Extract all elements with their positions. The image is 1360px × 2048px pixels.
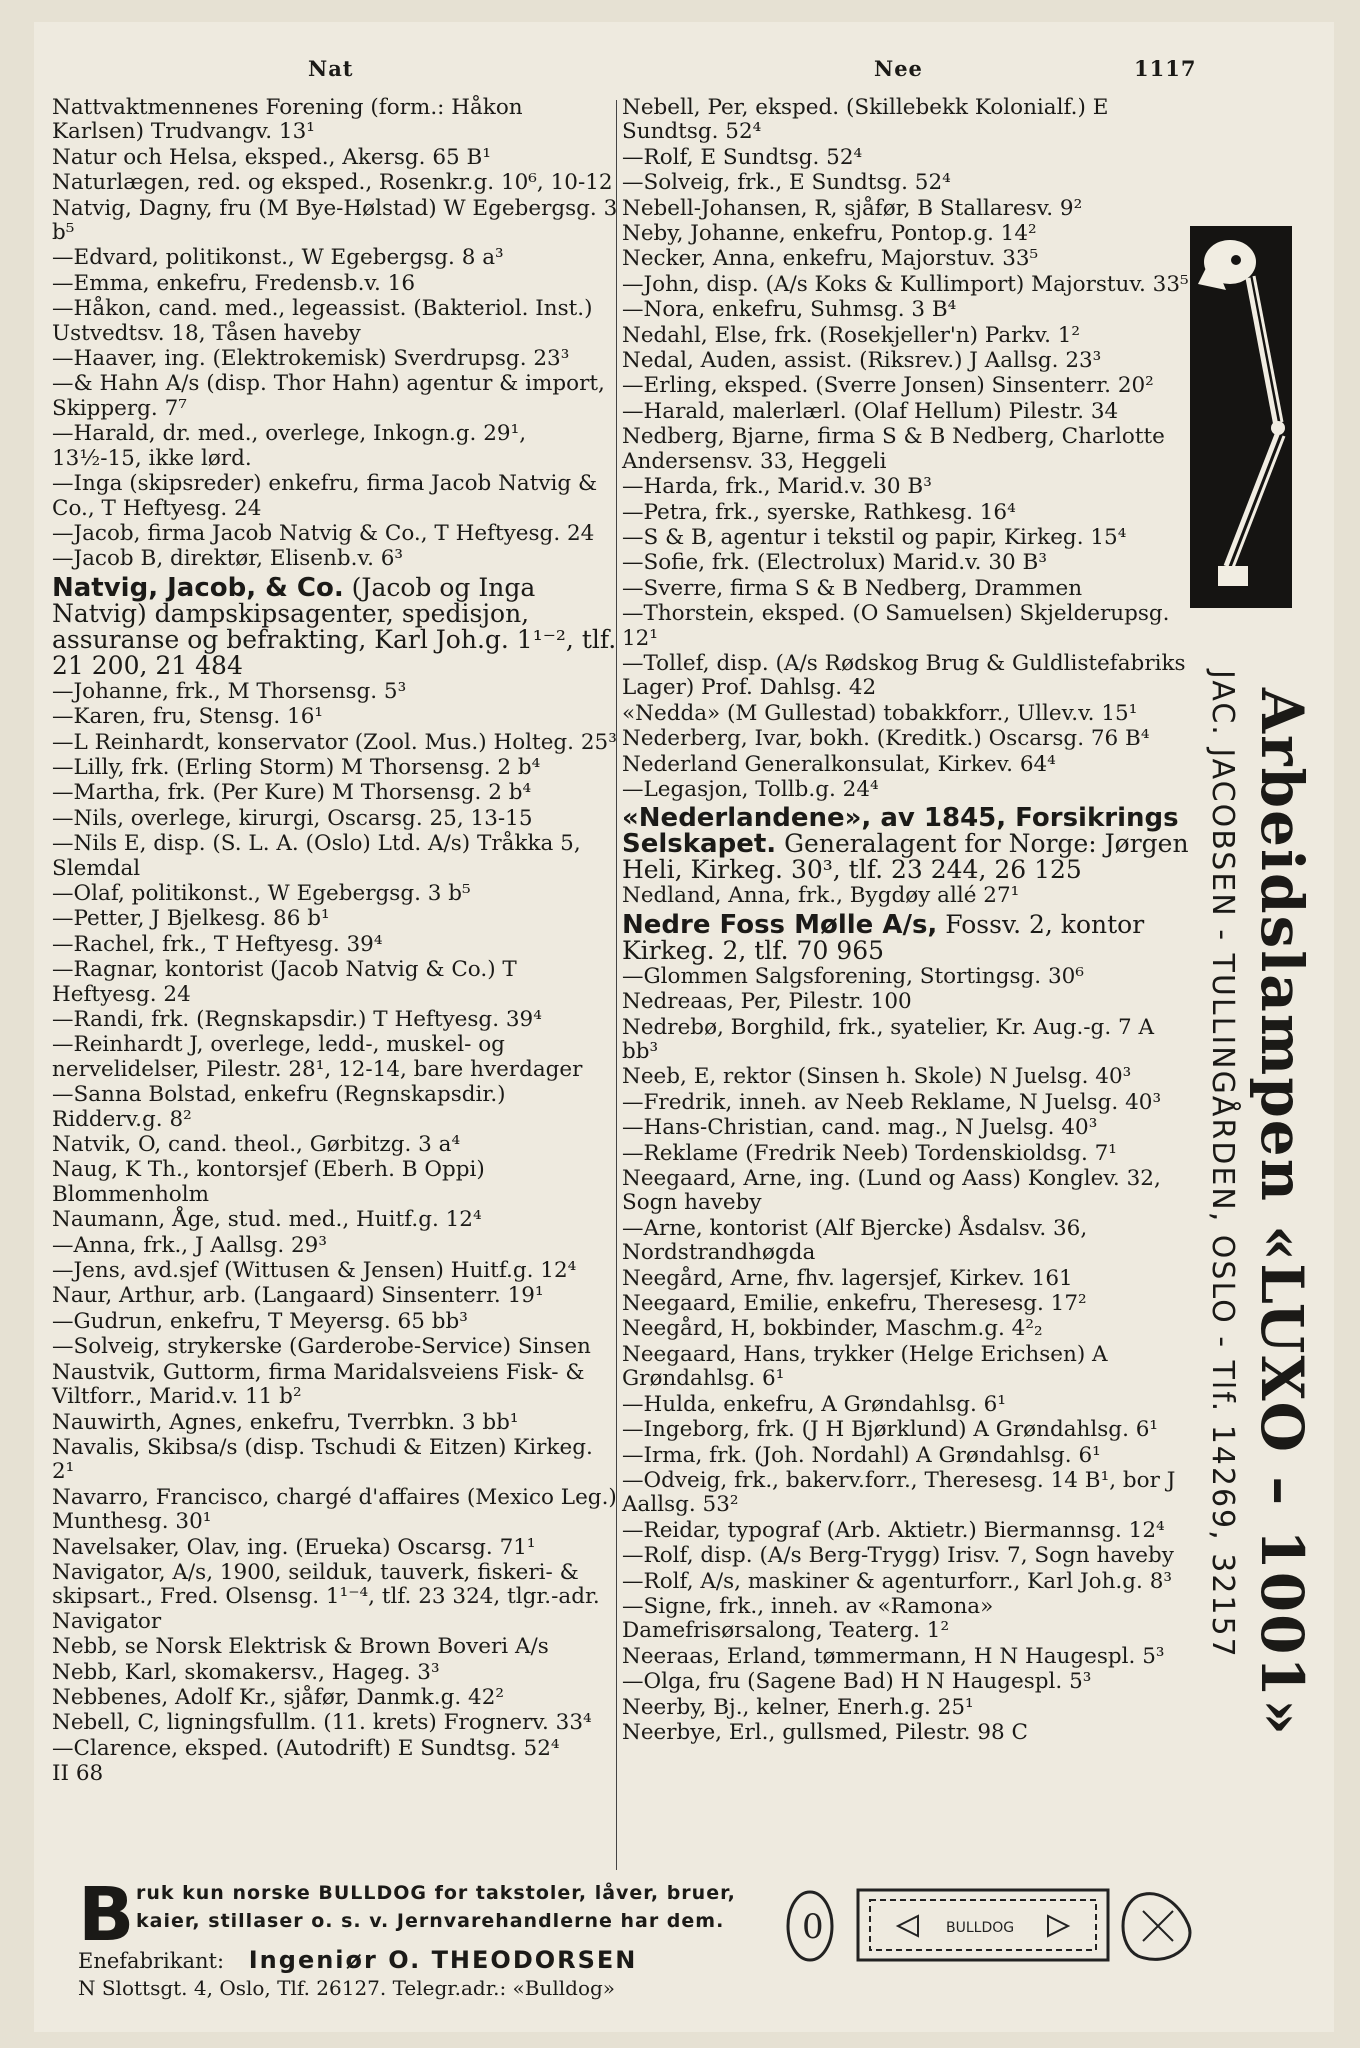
entry-text: Neby, Johanne, enkefru, Pontop.g. 14² bbox=[622, 221, 1037, 247]
entry-text: —Harald, dr. med., overlege, Inkogn.g. 29¹, 13½-15, ikke lørd. bbox=[52, 421, 527, 471]
directory-entry bbox=[52, 1284, 618, 1308]
directory-entry bbox=[52, 1661, 618, 1685]
entry-text: Nedahl, Else, frk. (Rosekjeller'n) Parkv. 1² bbox=[622, 322, 1081, 348]
directory-entry bbox=[52, 1711, 618, 1735]
maker-name: Ingeniør O. THEODORSEN bbox=[248, 1946, 638, 1974]
entry-text: —Nils, overlege, kirurgi, Oscarsg. 25, 13-15 bbox=[52, 805, 533, 831]
directory-entry bbox=[622, 374, 1192, 398]
entry-text: —Sverre, firma S & B Nedberg, Drammen bbox=[622, 575, 1083, 601]
bottom-advert bbox=[78, 1872, 1278, 2000]
directory-entry bbox=[622, 273, 1192, 297]
entry-text: —Lilly, frk. (Erling Storm) M Thorsensg. 2 b⁴ bbox=[52, 754, 541, 780]
entry-text: Nedland, Anna, frk., Bygdøy allé 27¹ bbox=[622, 883, 1020, 909]
entry-text: Nederberg, Ivar, bokh. (Kreditk.) Oscarsg. 76 B⁴ bbox=[622, 726, 1150, 752]
directory-entry bbox=[52, 1259, 618, 1283]
entry-text: Natvik, O, cand. theol., Gørbitzg. 3 a⁴ bbox=[52, 1132, 461, 1158]
entry-text: —Hans-Christian, cand. mag., N Juelsg. 40³ bbox=[622, 1115, 1098, 1141]
entry-text: Nattvaktmennenes Forening (form.: Håkon Karlsen) Trudvangv. 13¹ bbox=[52, 95, 523, 145]
directory-entry bbox=[622, 1721, 1192, 1745]
entry-text: Nedrebø, Borghild, frk., syatelier, Kr. Aug.-g. 7 A bb³ bbox=[622, 1014, 1155, 1064]
directory-entry bbox=[52, 1436, 618, 1485]
entry-text: Nedreaas, Per, Pilestr. 100 bbox=[622, 989, 912, 1015]
entry-text: —Håkon, cand. med., legeassist. (Bakteriol. Inst.) Ustvedtsv. 18, Tåsen haveby bbox=[52, 296, 593, 346]
entry-text: —Odveig, frk., bakerv.forr., Theresesg. 14 B¹, bor J Aallsg. 53² bbox=[622, 1467, 1176, 1518]
left-column bbox=[52, 96, 618, 1788]
entry-text: Neegaard, Hans, trykker (Helge Erichsen) A Grøndahlsg. 6¹ bbox=[622, 1341, 1108, 1392]
directory-entry bbox=[622, 1317, 1192, 1341]
entry-text: —Erling, eksped. (Sverre Jonsen) Sinsenterr. 20² bbox=[622, 373, 1154, 399]
entry-text: Neegård, Arne, fhv. lagersjef, Kirkev. 161 bbox=[622, 1265, 1073, 1291]
entry-text: —Sofie, frk. (Electrolux) Marid.v. 30 B³ bbox=[622, 550, 1047, 576]
directory-entry bbox=[52, 731, 618, 755]
directory-entry bbox=[52, 272, 618, 296]
directory-entry bbox=[622, 222, 1192, 246]
entry-text: Neeraas, Erland, tømmermann, H N Haugespl. 5³ bbox=[622, 1643, 1165, 1669]
directory-entry bbox=[622, 909, 1192, 965]
directory-entry bbox=[52, 347, 618, 371]
directory-entry bbox=[622, 1696, 1192, 1720]
directory-entry bbox=[622, 753, 1192, 777]
entry-text: —Glommen Salgsforening, Stortingsg. 30⁶ bbox=[622, 963, 1084, 989]
entry-text: —Edvard, politikonst., W Egebergsg. 8 a³ bbox=[52, 245, 504, 271]
entry-text: —L Reinhardt, konservator (Zool. Mus.) Holteg. 25³ bbox=[52, 729, 617, 755]
directory-entry bbox=[622, 1142, 1192, 1166]
directory-entry bbox=[622, 805, 1192, 883]
entry-name-bold: Nedre Foss Mølle A/s, bbox=[622, 909, 938, 940]
entry-text: Neegård, H, bokbinder, Maschm.g. 4²₂ bbox=[622, 1316, 1043, 1342]
entry-text: Naumann, Åge, stud. med., Huitf.g. 12⁴ bbox=[52, 1207, 482, 1233]
lamp-illustration bbox=[1190, 226, 1292, 608]
directory-entry bbox=[622, 501, 1192, 525]
directory-entry bbox=[622, 1645, 1192, 1669]
directory-entry bbox=[622, 1016, 1192, 1065]
directory-entry bbox=[52, 1083, 618, 1132]
entry-text: —& Hahn A/s (disp. Thor Hahn) agentur & import, Skipperg. 7⁷ bbox=[52, 371, 605, 421]
entry-text: —John, disp. (A/s Koks & Kullimport) Majorstuv. 33⁵ bbox=[622, 271, 1189, 297]
right-column bbox=[622, 96, 1192, 1746]
entry-text: —Rolf, disp. (A/s Berg-Trygg) Irisv. 7, Sogn haveby bbox=[622, 1543, 1174, 1569]
directory-entry bbox=[52, 1335, 618, 1359]
directory-entry bbox=[622, 247, 1192, 271]
header-left-word: Nat bbox=[308, 56, 354, 81]
entry-text: Neerbye, Erl., gullsmed, Pilestr. 98 C bbox=[622, 1719, 1028, 1745]
entry-text: Nebb, se Norsk Elektrisk & Brown Boveri A/s bbox=[52, 1634, 549, 1660]
entry-text: —Clarence, eksped. (Autodrift) E Sundtsg. 52⁴ bbox=[52, 1735, 560, 1761]
entry-text: Fossv. 2, kontor Kirkeg. 2, tlf. 70 965 bbox=[622, 909, 1145, 965]
entry-text: —Signe, frk., inneh. av «Ramona» Damefrisørsalong, Teaterg. 1² bbox=[622, 1593, 994, 1644]
directory-entry bbox=[622, 1444, 1192, 1468]
directory-entry bbox=[622, 1570, 1192, 1594]
directory-entry bbox=[622, 197, 1192, 221]
directory-entry bbox=[52, 146, 618, 170]
directory-entry bbox=[52, 1033, 618, 1082]
bulldog-bracket-icon bbox=[778, 1876, 1248, 1976]
entry-text: Natur och Helsa, eksped., Akersg. 65 B¹ bbox=[52, 144, 491, 170]
entry-text: —Ragnar, kontorist (Jacob Natvig & Co.) T Heftyesg. 24 bbox=[52, 957, 517, 1007]
directory-entry bbox=[52, 1686, 618, 1710]
directory-entry bbox=[622, 702, 1192, 726]
advert-title: Arbeidslampen «LUXO – 1001» bbox=[1248, 688, 1316, 1738]
directory-entry bbox=[622, 526, 1192, 550]
entry-text: Naur, Arthur, arb. (Langaard) Sinsenterr. 19¹ bbox=[52, 1283, 544, 1309]
advert-address: N Slottsgt. 4, Oslo, Tlf. 26127. Telegr.adr.: «Bulldog» bbox=[78, 1976, 616, 2000]
directory-entry bbox=[622, 1116, 1192, 1140]
entry-text: —Sanna Bolstad, enkefru (Regnskapsdir.) Ridderv.g. 8² bbox=[52, 1082, 506, 1132]
entry-text: Nedal, Auden, assist. (Riksrev.) J Aallsg. 23³ bbox=[622, 348, 1102, 374]
directory-entry bbox=[622, 1167, 1192, 1216]
entry-text: Nebell-Johansen, R, sjåfør, B Stallaresv. 9² bbox=[622, 195, 1083, 221]
directory-entry bbox=[52, 572, 618, 680]
entry-text: Nebell, Per, eksped. (Skillebekk Kolonialf.) E Sundtsg. 52⁴ bbox=[622, 95, 1109, 145]
directory-entry bbox=[622, 965, 1192, 989]
entry-text: Nederland Generalkonsulat, Kirkev. 64⁴ bbox=[622, 751, 1056, 777]
entry-text: —Randi, frk. (Regnskapsdir.) T Heftyesg. 39⁴ bbox=[52, 1007, 542, 1032]
entry-text: —Haaver, ing. (Elektrokemisk) Sverdrupsg. 23³ bbox=[52, 346, 570, 372]
directory-entry bbox=[52, 958, 618, 1007]
entry-name-bold: «Nederlandene», av 1845, Forsikrings Selskapet. bbox=[622, 803, 1179, 860]
directory-entry bbox=[622, 990, 1192, 1014]
entry-text: Neerby, Bj., kelner, Enerh.g. 25¹ bbox=[622, 1694, 974, 1720]
entry-text: —Rachel, frk., T Heftyesg. 39⁴ bbox=[52, 931, 383, 957]
directory-entry bbox=[52, 1234, 618, 1258]
entry-text: —Irma, frk. (Joh. Nordahl) A Grøndahlsg. 6¹ bbox=[622, 1442, 1101, 1468]
directory-entry bbox=[622, 475, 1192, 499]
entry-text: Nedberg, Bjarne, firma S & B Nedberg, Charlotte Andersensv. 33, Heggeli bbox=[622, 424, 1165, 474]
directory-entry bbox=[622, 884, 1192, 908]
header-center-word: Nee bbox=[874, 56, 923, 81]
directory-entry bbox=[622, 577, 1192, 601]
entry-name-bold: Natvig, Jacob, & Co. bbox=[52, 572, 344, 603]
directory-entry bbox=[622, 349, 1192, 373]
entry-text: —Martha, frk. (Per Kure) M Thorsensg. 2 b⁴ bbox=[52, 780, 532, 806]
entry-text: II 68 bbox=[52, 1761, 104, 1787]
directory-entry bbox=[622, 1670, 1192, 1694]
page-number: 1117 bbox=[1134, 56, 1197, 81]
directory-entry bbox=[52, 705, 618, 729]
directory-entry bbox=[622, 602, 1192, 651]
entry-text: Naturlægen, red. og eksped., Rosenkr.g. 10⁶, 10-12 bbox=[52, 170, 613, 196]
directory-entry bbox=[52, 1561, 618, 1634]
entry-text: —Jens, avd.sjef (Wittusen & Jensen) Huitf.g. 12⁴ bbox=[52, 1258, 577, 1284]
entry-text: —Petter, J Bjelkesg. 86 b¹ bbox=[52, 906, 330, 932]
directory-entry bbox=[52, 1158, 618, 1207]
directory-entry bbox=[52, 1008, 618, 1032]
entry-text: Generalagent for Norge: Jørgen Heli, Kirkeg. 30³, tlf. 23 244, 26 125 bbox=[622, 829, 1189, 885]
directory-entry bbox=[622, 324, 1192, 348]
entry-text: «Nedda» (M Gullestad) tobakkforr., Ullev.v. 15¹ bbox=[622, 700, 1138, 726]
directory-entry bbox=[52, 547, 618, 571]
entry-text: —Nora, enkefru, Suhmsg. 3 B⁴ bbox=[622, 297, 957, 323]
entry-text: Natvig, Dagny, fru (M Bye-Hølstad) W Egebergsg. 3 b⁵ bbox=[52, 195, 618, 246]
entry-text: —Petra, frk., syerske, Rathkesg. 16⁴ bbox=[622, 499, 1016, 525]
directory-entry bbox=[52, 807, 618, 831]
directory-entry bbox=[622, 1469, 1192, 1518]
directory-entry bbox=[52, 372, 618, 421]
entry-text: Nebell, C, ligningsfullm. (11. krets) Frognerv. 33⁴ bbox=[52, 1710, 592, 1736]
entry-text: —Jacob, firma Jacob Natvig & Co., T Heftyesg. 24 bbox=[52, 520, 595, 546]
entry-text: —Fredrik, inneh. av Neeb Reklame, N Juelsg. 40³ bbox=[622, 1089, 1162, 1115]
entry-text: —Gudrun, enkefru, T Meyersg. 65 bb³ bbox=[52, 1308, 468, 1334]
entry-text: —Olaf, politikonst., W Egebergsg. 3 b⁵ bbox=[52, 880, 471, 906]
directory-entry bbox=[52, 882, 618, 906]
directory-entry bbox=[52, 1536, 618, 1560]
directory-entry bbox=[52, 197, 618, 246]
directory-entry bbox=[52, 1635, 618, 1659]
maker-label: Enefabrikant: bbox=[78, 1949, 225, 1973]
entry-text: Necker, Anna, enkefru, Majorstuv. 33⁵ bbox=[622, 246, 1039, 272]
directory-entry bbox=[622, 778, 1192, 802]
directory-entry bbox=[52, 1133, 618, 1157]
directory-entry bbox=[622, 1292, 1192, 1316]
entry-text: Neeb, E, rektor (Sinsen h. Skole) N Juelsg. 40³ bbox=[622, 1064, 1132, 1090]
directory-entry bbox=[622, 727, 1192, 751]
directory-entry bbox=[52, 832, 618, 881]
directory-entry bbox=[52, 756, 618, 780]
directory-entry bbox=[622, 1519, 1192, 1543]
directory-entry bbox=[622, 171, 1192, 195]
directory-entry bbox=[52, 1737, 618, 1761]
entry-text: —Emma, enkefru, Fredensb.v. 16 bbox=[52, 270, 416, 296]
entry-text: —Ingeborg, frk. (J H Bjørklund) A Grøndahlsg. 6¹ bbox=[622, 1417, 1159, 1443]
directory-entry bbox=[52, 522, 618, 546]
directory-entry bbox=[622, 298, 1192, 322]
directory-entry bbox=[622, 1091, 1192, 1115]
directory-entry bbox=[622, 1544, 1192, 1568]
directory-entry bbox=[52, 96, 618, 145]
desk-lamp-icon bbox=[1190, 226, 1292, 608]
directory-entry bbox=[622, 1267, 1192, 1291]
advert-subtitle: JAC. JACOBSEN - TULLINGÅRDEN, OSLO - Tlf. 14269, 32157 bbox=[1205, 670, 1240, 1659]
entry-text: —Harald, malerlærl. (Olaf Hellum) Pilestr. 34 bbox=[622, 398, 1119, 424]
entry-text: Navalis, Skibsa/s (disp. Tschudi & Eitzen) Kirkeg. 2¹ bbox=[52, 1434, 593, 1485]
directory-entry bbox=[622, 551, 1192, 575]
directory-entry bbox=[622, 425, 1192, 474]
directory-entry bbox=[52, 1486, 618, 1535]
directory-entry bbox=[622, 1393, 1192, 1417]
entry-text: Neegaard, Arne, ing. (Lund og Aass) Konglev. 32, Sogn haveby bbox=[622, 1166, 1161, 1216]
directory-entry bbox=[622, 1343, 1192, 1392]
directory-entry bbox=[52, 781, 618, 805]
vertical-advert bbox=[1174, 668, 1324, 1988]
entry-text: Navarro, Francisco, chargé d'affaires (Mexico Leg.) Munthesg. 30¹ bbox=[52, 1484, 617, 1535]
entry-text: Nebb, Karl, skomakersv., Hageg. 3³ bbox=[52, 1659, 440, 1685]
directory-entry bbox=[52, 907, 618, 931]
directory-entry bbox=[622, 652, 1192, 701]
directory-entry bbox=[52, 1762, 618, 1786]
entry-text: Nauwirth, Agnes, enkefru, Tverrbkn. 3 bb¹ bbox=[52, 1409, 519, 1435]
directory-entry bbox=[52, 171, 618, 195]
entry-text: —Inga (skipsreder) enkefru, firma Jacob Natvig & Co., T Heftyesg. 24 bbox=[52, 471, 598, 521]
directory-entry bbox=[52, 1208, 618, 1232]
entry-text: —Tollef, disp. (A/s Rødskog Brug & Guldlistefabriks Lager) Prof. Dahlsg. 42 bbox=[622, 650, 1186, 701]
entry-text: Navigator, A/s, 1900, seilduk, tauverk, fiskeri- & skipsart., Fred. Olsensg. 1¹⁻⁴, tlf. 23 324, tlgr.-adr. Navigator bbox=[52, 1559, 600, 1634]
entry-text: —Nils E, disp. (S. L. A. (Oslo) Ltd. A/s) Tråkka 5, Slemdal bbox=[52, 831, 581, 881]
entry-text: —Solveig, frk., E Sundtsg. 52⁴ bbox=[622, 170, 951, 196]
directory-entry bbox=[52, 933, 618, 957]
entry-text: —Rolf, A/s, maskiner & agenturforr., Karl Joh.g. 8³ bbox=[622, 1568, 1172, 1594]
advert-initial: B bbox=[78, 1872, 135, 1958]
entry-text: —Hulda, enkefru, A Grøndahlsg. 6¹ bbox=[622, 1391, 1006, 1417]
directory-entry bbox=[52, 680, 618, 704]
entry-text: —Karen, fru, Stensg. 16¹ bbox=[52, 704, 324, 730]
entry-text: —Reidar, typograf (Arb. Aktietr.) Biermannsg. 12⁴ bbox=[622, 1517, 1165, 1543]
directory-entry bbox=[52, 1361, 618, 1410]
directory-entry bbox=[52, 297, 618, 346]
entry-text: (Jacob og Inga Natvig) dampskipsagenter, spedisjon, assuranse og befrakting, Karl Joh.g. 1¹⁻², tlf. 21 200, 21 484 bbox=[52, 572, 617, 680]
directory-entry bbox=[622, 1595, 1192, 1644]
entry-text: —Reinhardt J, overlege, ledd-, muskel- og nervelidelser, Pilestr. 28¹, 12-14, bare hverdager bbox=[52, 1032, 583, 1082]
entry-text: Neegaard, Emilie, enkefru, Theresesg. 17² bbox=[622, 1291, 1087, 1317]
advert-line-2: kaier, stillaser o. s. v. Jernvarehandlerne har dem. bbox=[136, 1910, 725, 1932]
directory-entry bbox=[622, 1418, 1192, 1442]
entry-text: —Rolf, E Sundtsg. 52⁴ bbox=[622, 144, 863, 170]
entry-text: —S & B, agentur i tekstil og papir, Kirkeg. 15⁴ bbox=[622, 524, 1127, 550]
bracket-mark: BULLDOG bbox=[946, 1920, 1015, 1936]
directory-entry bbox=[622, 96, 1192, 145]
entry-text: —Legasjon, Tollb.g. 24⁴ bbox=[622, 776, 879, 802]
directory-entry bbox=[52, 246, 618, 270]
advert-maker bbox=[78, 1946, 637, 1974]
directory-entry bbox=[52, 422, 618, 471]
entry-text: Naustvik, Guttorm, firma Maridalsveiens Fisk- & Viltforr., Marid.v. 11 b² bbox=[52, 1359, 585, 1410]
entry-text: —Arne, kontorist (Alf Bjercke) Åsdalsv. 36, Nordstrandhøgda bbox=[622, 1215, 1088, 1266]
entry-text: Naug, K Th., kontorsjef (Eberh. B Oppi) Blommenholm bbox=[52, 1157, 485, 1207]
directory-entry bbox=[52, 1411, 618, 1435]
entry-text: —Johanne, frk., M Thorsensg. 5³ bbox=[52, 678, 407, 704]
entry-text: —Olga, fru (Sagene Bad) H N Haugespl. 5³ bbox=[622, 1669, 1092, 1695]
entry-text: —Jacob B, direktør, Elisenb.v. 6³ bbox=[52, 546, 404, 572]
entry-text: —Anna, frk., J Aallsg. 29³ bbox=[52, 1232, 327, 1258]
entry-text: Nebbenes, Adolf Kr., sjåfør, Danmk.g. 42² bbox=[52, 1684, 505, 1710]
advert-line-1: ruk kun norske BULLDOG for takstoler, låver, bruer, bbox=[136, 1882, 736, 1904]
svg-text:0: 0 bbox=[802, 1907, 824, 1947]
directory-entry bbox=[622, 1217, 1192, 1266]
entry-text: —Thorstein, eksped. (O Samuelsen) Skjelderupsg. 12¹ bbox=[622, 601, 1170, 651]
directory-entry bbox=[52, 472, 618, 521]
directory-entry bbox=[622, 400, 1192, 424]
directory-entry bbox=[622, 146, 1192, 170]
entry-text: —Harda, frk., Marid.v. 30 B³ bbox=[622, 474, 932, 500]
entry-text: —Solveig, strykerske (Garderobe-Service) Sinsen bbox=[52, 1334, 591, 1360]
entry-text: —Reklame (Fredrik Neeb) Tordenskioldsg. 7¹ bbox=[622, 1140, 1117, 1166]
entry-text: Navelsaker, Olav, ing. (Erueka) Oscarsg. 71¹ bbox=[52, 1534, 536, 1560]
directory-entry bbox=[622, 1065, 1192, 1089]
directory-entry bbox=[52, 1310, 618, 1334]
